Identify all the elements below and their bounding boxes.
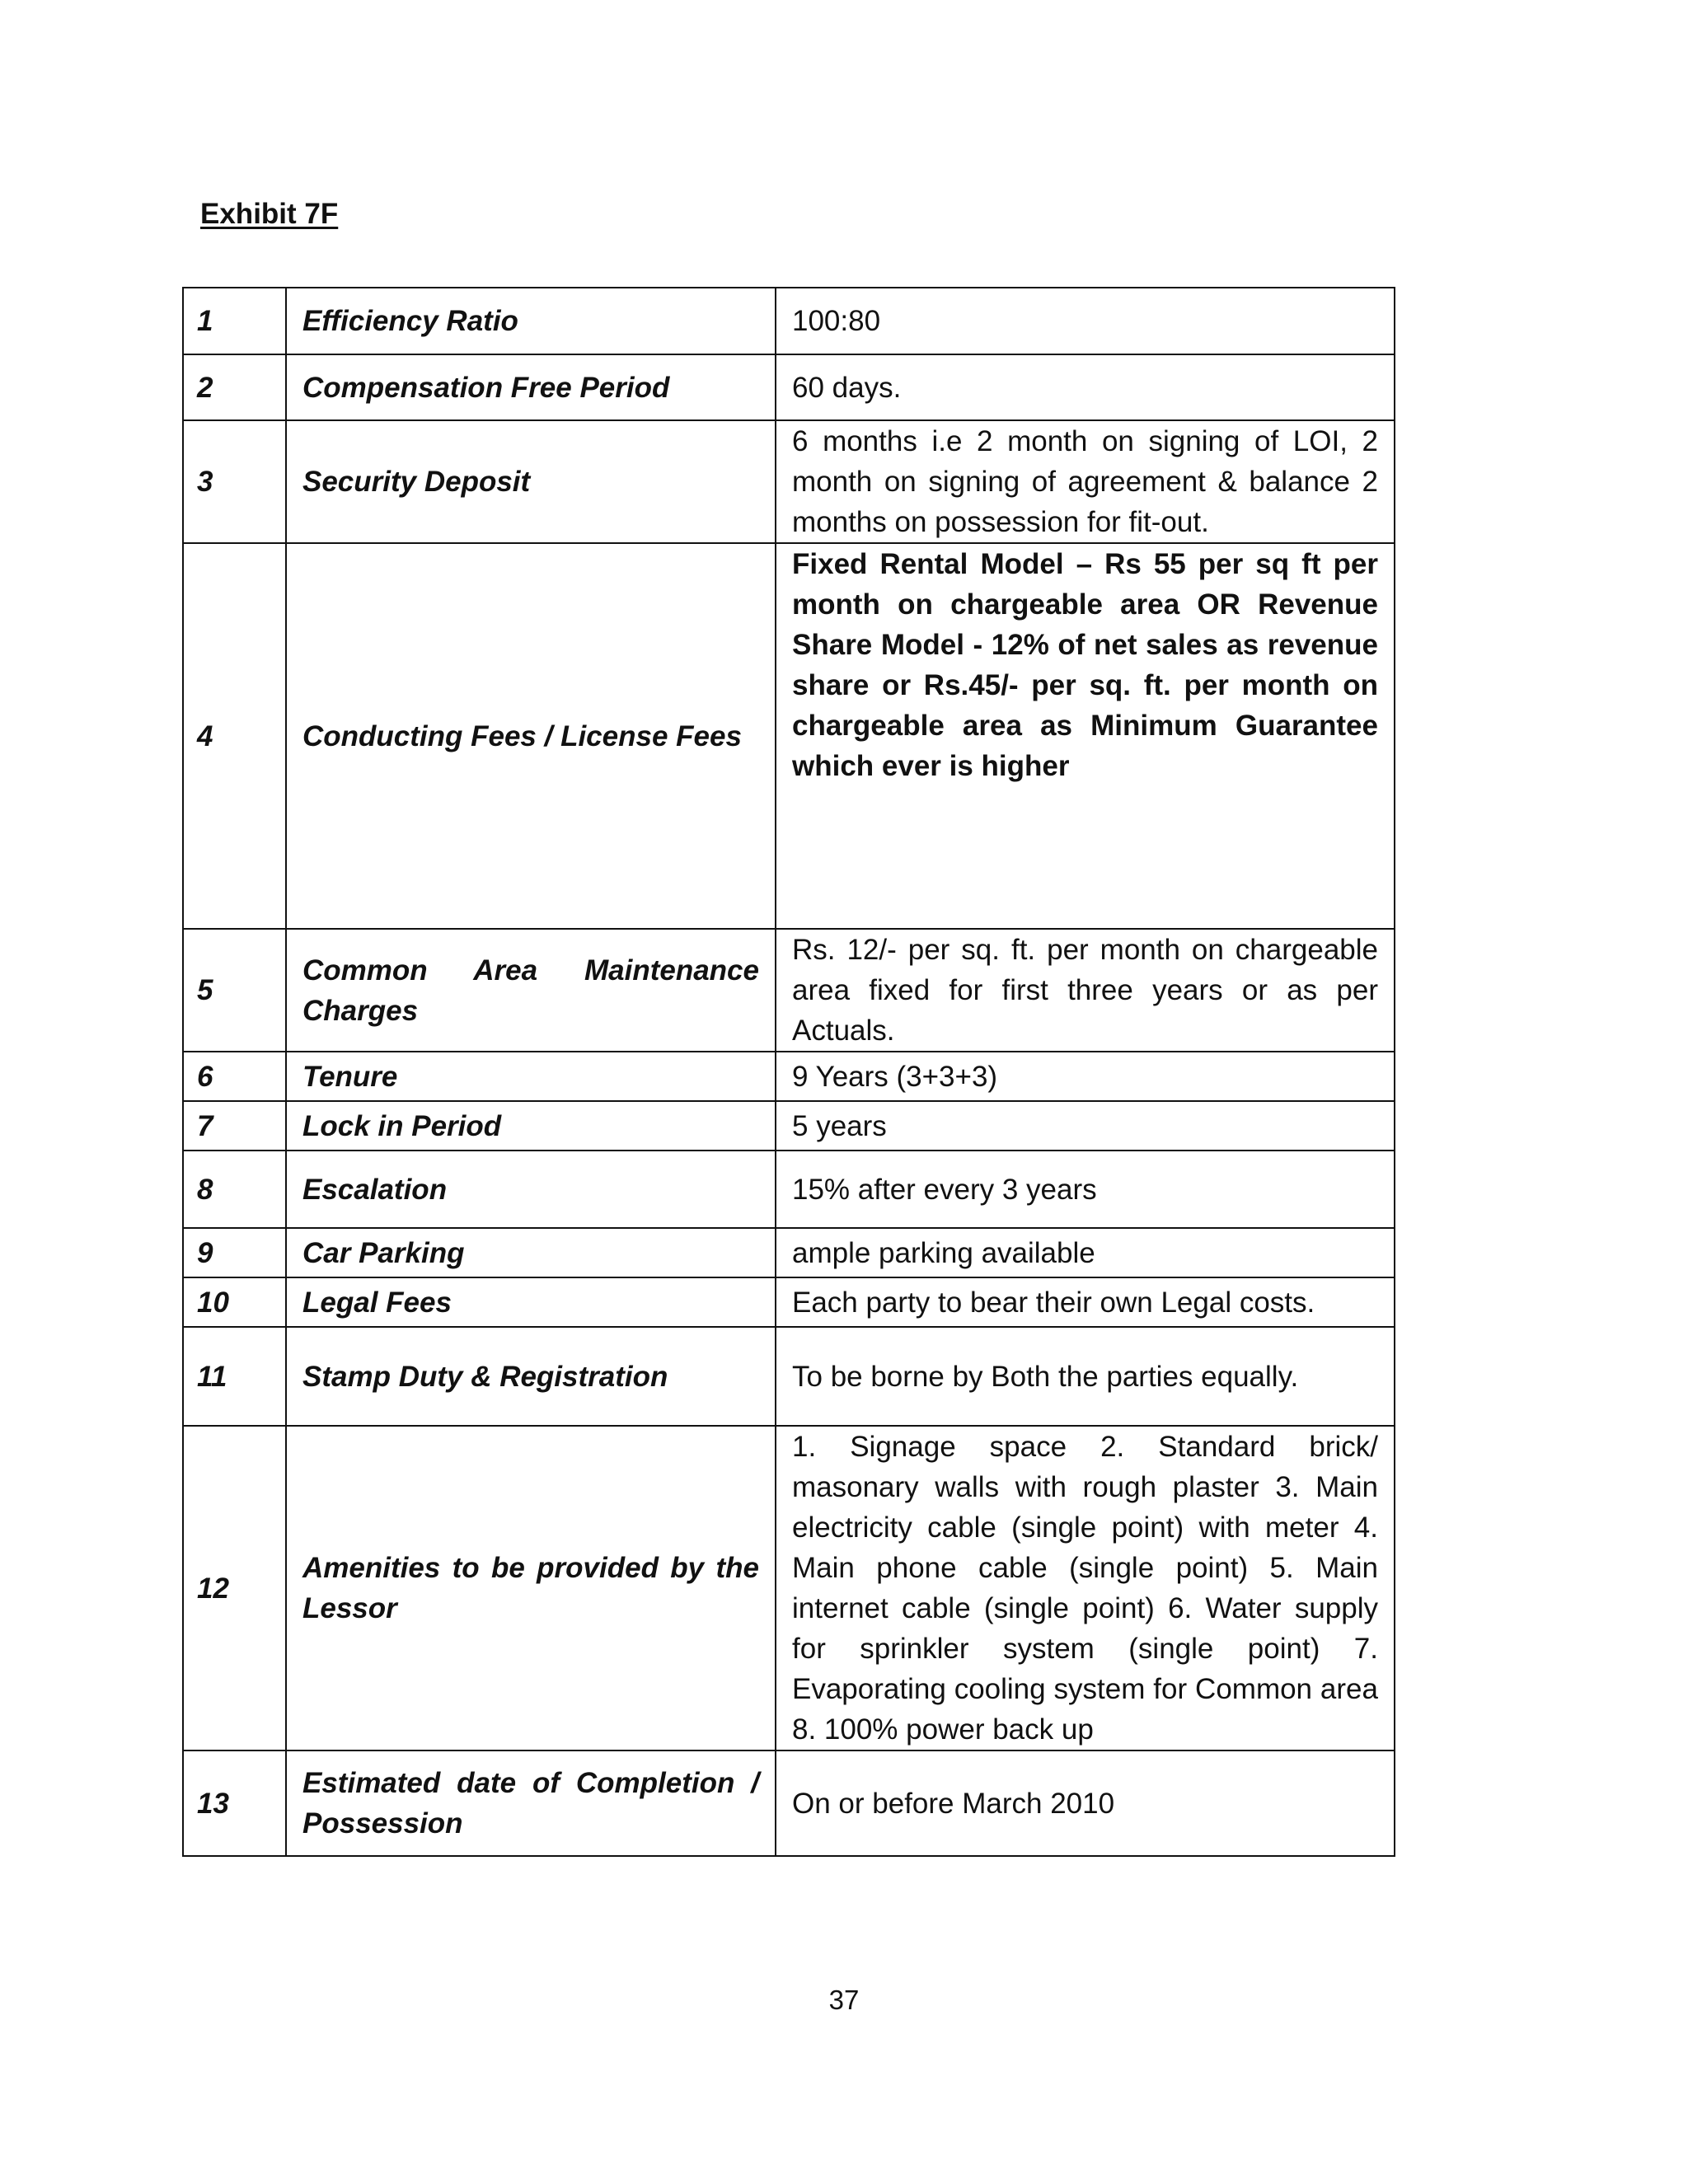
row-number: 9 bbox=[183, 1228, 286, 1277]
table-row bbox=[183, 420, 1395, 543]
row-value: ample parking available bbox=[776, 1228, 1395, 1277]
row-term: Car Parking bbox=[286, 1228, 776, 1277]
table-row bbox=[183, 929, 1395, 1052]
table-row bbox=[183, 1052, 1395, 1101]
row-term: Common Area Maintenance Charges bbox=[286, 929, 776, 1052]
table-row bbox=[183, 543, 1395, 929]
row-number: 1 bbox=[183, 288, 286, 354]
row-value: 1. Signage space 2. Standard brick/ masonary walls with rough plaster 3. Main electricity cable (single point) with meter 4. Main phone cable (single point) 5. Main internet cable (single point) 6. Water supply for sprinkler system (single point) 7. Evaporating cooling system for Common area 8. 100% power back up bbox=[776, 1426, 1395, 1750]
row-term: Lock in Period bbox=[286, 1101, 776, 1151]
row-number: 13 bbox=[183, 1750, 286, 1856]
row-value: Each party to bear their own Legal costs. bbox=[776, 1277, 1395, 1327]
table-row bbox=[183, 1277, 1395, 1327]
row-term: Stamp Duty & Registration bbox=[286, 1327, 776, 1426]
row-term: Estimated date of Completion / Possession bbox=[286, 1750, 776, 1856]
table-row bbox=[183, 1426, 1395, 1750]
table-row bbox=[183, 1327, 1395, 1426]
row-value: 100:80 bbox=[776, 288, 1395, 354]
terms-table bbox=[182, 287, 1395, 1857]
row-term: Amenities to be provided by the Lessor bbox=[286, 1426, 776, 1750]
exhibit-heading: Exhibit 7F bbox=[200, 198, 339, 230]
row-value: 9 Years (3+3+3) bbox=[776, 1052, 1395, 1101]
row-term: Tenure bbox=[286, 1052, 776, 1101]
row-number: 11 bbox=[183, 1327, 286, 1426]
row-number: 2 bbox=[183, 354, 286, 420]
table-row bbox=[183, 1101, 1395, 1151]
row-value: Rs. 12/- per sq. ft. per month on chargeable area fixed for first three years or as per Actuals. bbox=[776, 929, 1395, 1052]
row-term: Security Deposit bbox=[286, 420, 776, 543]
row-term: Compensation Free Period bbox=[286, 354, 776, 420]
table-row bbox=[183, 354, 1395, 420]
row-term: Conducting Fees / License Fees bbox=[286, 543, 776, 929]
row-value: 6 months i.e 2 month on signing of LOI, 2 month on signing of agreement & balance 2 months on possession for fit-out. bbox=[776, 420, 1395, 543]
row-number: 6 bbox=[183, 1052, 286, 1101]
row-value: 15% after every 3 years bbox=[776, 1151, 1395, 1228]
row-value: 5 years bbox=[776, 1101, 1395, 1151]
row-term: Escalation bbox=[286, 1151, 776, 1228]
row-number: 12 bbox=[183, 1426, 286, 1750]
row-number: 5 bbox=[183, 929, 286, 1052]
row-number: 7 bbox=[183, 1101, 286, 1151]
row-value: On or before March 2010 bbox=[776, 1750, 1395, 1856]
row-value: To be borne by Both the parties equally. bbox=[776, 1327, 1395, 1426]
row-number: 8 bbox=[183, 1151, 286, 1228]
row-term: Legal Fees bbox=[286, 1277, 776, 1327]
row-value: Fixed Rental Model – Rs 55 per sq ft per month on chargeable area OR Revenue Share Model - 12% of net sales as revenue share or Rs.45/- per sq. ft. per month on chargeable area as Minimum Guarantee which ever is higher bbox=[776, 543, 1395, 929]
row-term: Efficiency Ratio bbox=[286, 288, 776, 354]
table-row bbox=[183, 1151, 1395, 1228]
table-row bbox=[183, 288, 1395, 354]
row-number: 4 bbox=[183, 543, 286, 929]
table-row bbox=[183, 1750, 1395, 1856]
row-number: 3 bbox=[183, 420, 286, 543]
row-number: 10 bbox=[183, 1277, 286, 1327]
page-number: 37 bbox=[828, 1985, 860, 2015]
row-value: 60 days. bbox=[776, 354, 1395, 420]
table-row bbox=[183, 1228, 1395, 1277]
